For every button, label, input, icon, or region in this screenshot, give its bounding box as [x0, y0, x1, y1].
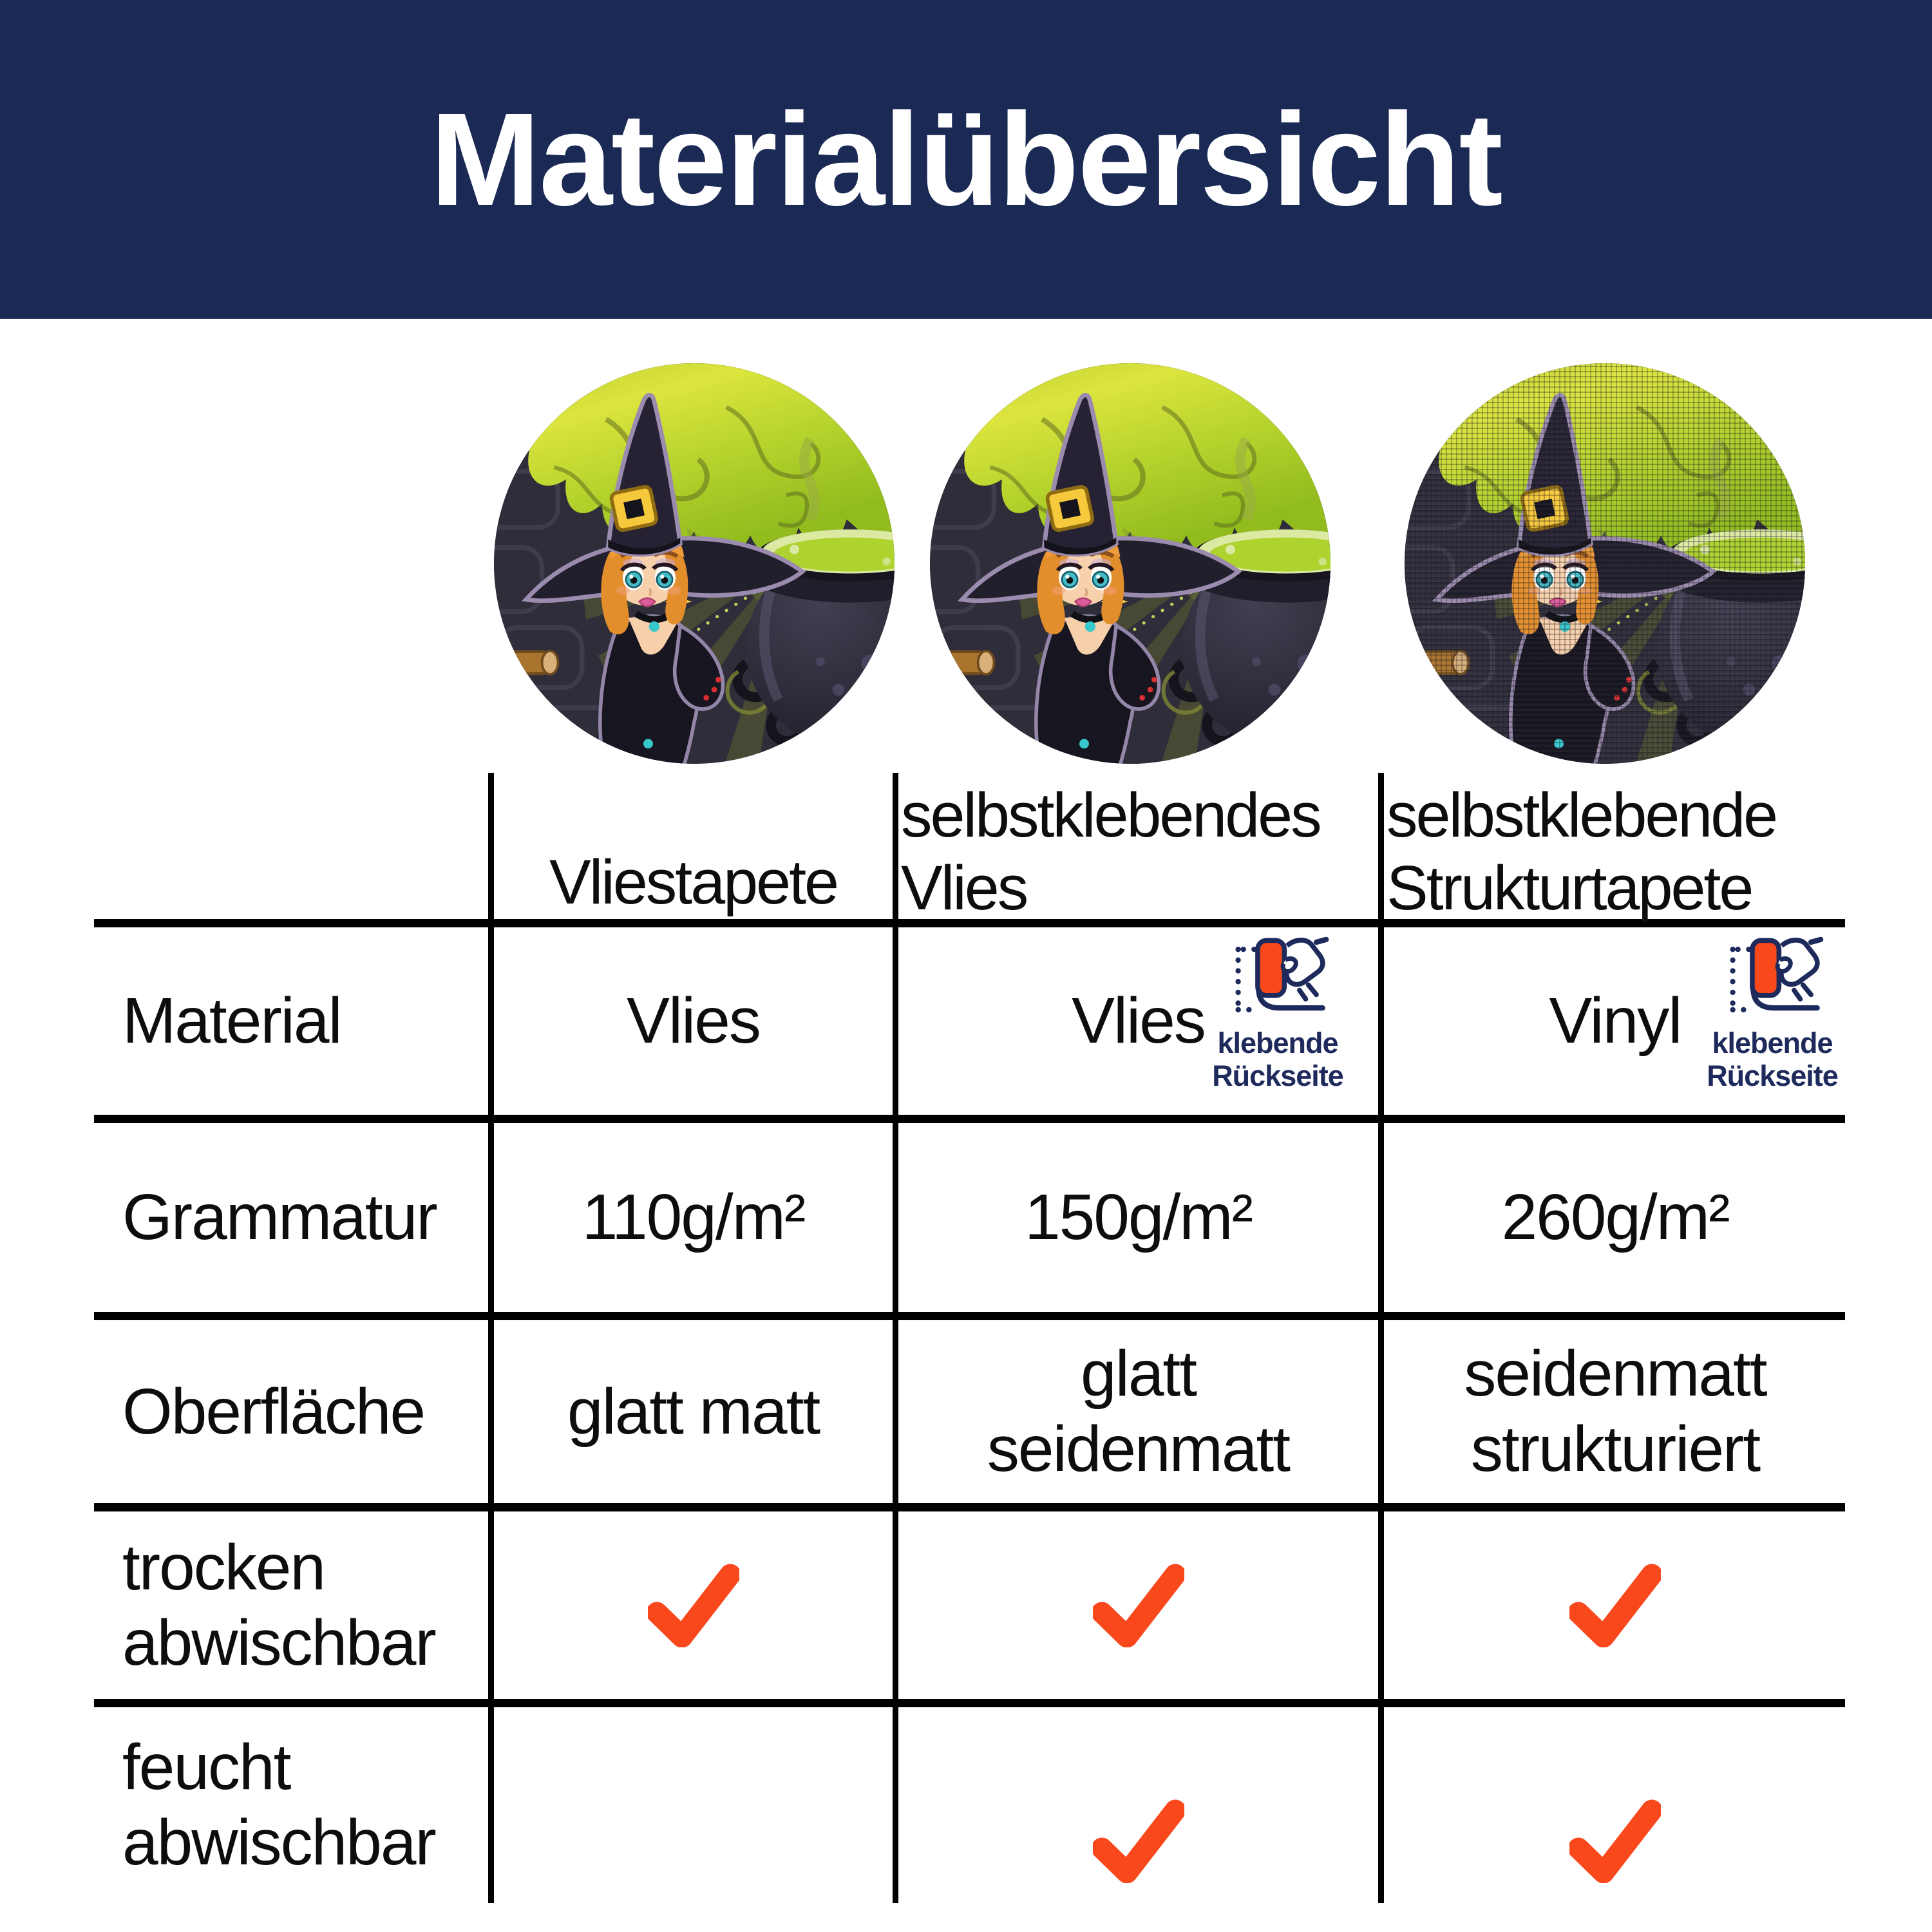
- material-value-col2: Vlies: [1072, 985, 1205, 1057]
- row-label-grammatur: Grammatur: [122, 1181, 437, 1253]
- oberflaeche-value-col2: glatt seidenmatt: [987, 1338, 1290, 1485]
- grammatur-value-col1: 110g/m²: [582, 1181, 805, 1253]
- witch-cauldron-illustration: [494, 363, 895, 764]
- material-value-col3: Vinyl: [1549, 985, 1681, 1057]
- peel-sticker-icon: [1721, 935, 1824, 1024]
- grid-line-vertical-1: [488, 773, 494, 1903]
- grid-line-horizontal-4: [94, 1503, 1845, 1511]
- checkmark-icon: [648, 1564, 739, 1647]
- page-title: Materialübersicht: [430, 85, 1502, 233]
- trocken-check-col1: [497, 1511, 890, 1699]
- oberflaeche-value-col1: glatt matt: [567, 1375, 820, 1448]
- grid-line-horizontal-2: [94, 1115, 1845, 1123]
- column-header-vliestapete: [497, 784, 890, 928]
- material-value-col1: Vlies: [627, 985, 760, 1057]
- grammatur-value-col2: 150g/m²: [1025, 1181, 1252, 1253]
- peel-sticker-icon: [1226, 935, 1329, 1024]
- adhesive-backing-badge-col2: [1208, 935, 1347, 1093]
- adhesive-badge-caption: klebende Rückseite: [1707, 1027, 1838, 1093]
- oberflaeche-value-col3: seidenmatt strukturiert: [1464, 1338, 1766, 1485]
- row-label-oberflaeche: Oberfläche: [122, 1375, 425, 1448]
- grid-line-horizontal-5: [94, 1699, 1845, 1707]
- row-label-trocken-abwischbar: trocken abwischbar: [122, 1531, 435, 1679]
- feucht-check-col3: [1387, 1707, 1844, 1903]
- row-label-feucht-abwischbar: feucht abwischbar: [122, 1731, 435, 1879]
- column-header-selbstklebendes-vlies: [901, 779, 1376, 923]
- grid-line-vertical-2: [893, 773, 898, 1903]
- column-header-strukturtapete: [1387, 779, 1844, 923]
- checkmark-icon: [1569, 1799, 1661, 1883]
- column-header-text: selbstklebende Strukturtapete: [1387, 779, 1777, 923]
- checkmark-icon: [1093, 1799, 1184, 1883]
- row-label-material: Material: [122, 985, 341, 1057]
- product-preview-strukturtapete: [1405, 363, 1805, 764]
- checkmark-icon: [1569, 1564, 1661, 1647]
- witch-cauldron-illustration-textured: [1405, 363, 1805, 764]
- checkmark-icon: [1093, 1564, 1184, 1647]
- trocken-check-col3: [1387, 1511, 1844, 1699]
- feucht-check-col2: [901, 1707, 1376, 1903]
- product-preview-vliestapete: [494, 363, 895, 764]
- adhesive-backing-badge-col3: [1703, 935, 1842, 1093]
- column-header-text: Vliestapete: [549, 847, 837, 918]
- product-preview-selbstklebendes-vlies: [930, 363, 1331, 764]
- grid-line-vertical-3: [1378, 773, 1384, 1903]
- column-header-text: selbstklebendes Vlies: [901, 779, 1320, 923]
- trocken-check-col2: [901, 1511, 1376, 1699]
- adhesive-badge-caption: klebende Rückseite: [1212, 1027, 1343, 1093]
- grammatur-value-col3: 260g/m²: [1501, 1181, 1729, 1253]
- header-banner: [0, 0, 1932, 319]
- grid-line-horizontal-3: [94, 1312, 1845, 1320]
- witch-cauldron-illustration: [930, 363, 1331, 764]
